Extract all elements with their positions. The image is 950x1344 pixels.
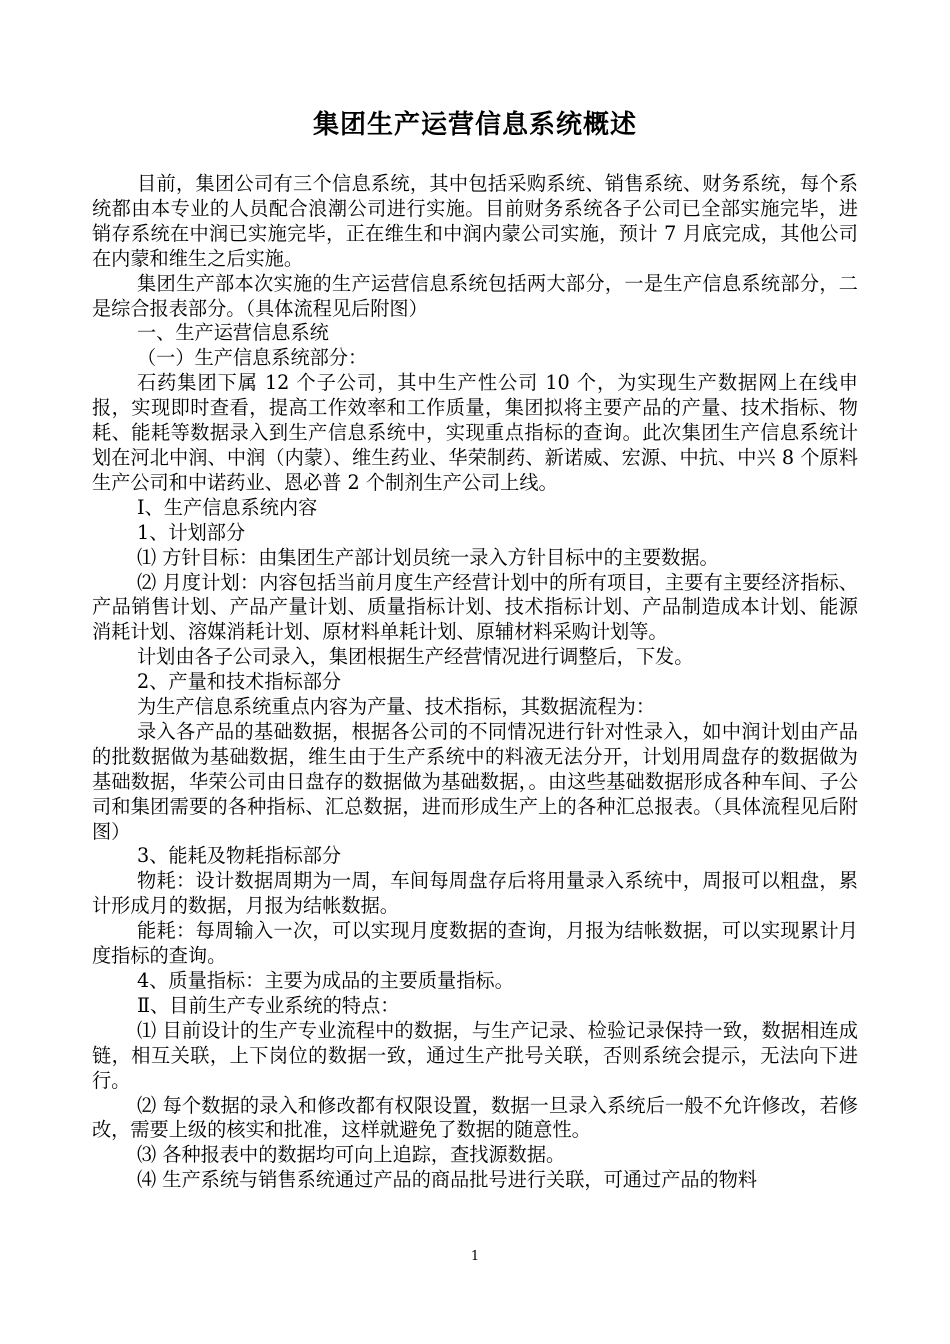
- list-item: ⑵ 每个数据的录入和修改都有权限设置，数据一旦录入系统后一般不允许修改，若修改，需要上级的核实和批准，这样就避免了数据的随意性。: [92, 1093, 858, 1142]
- heading-subsection-1: （一）生产信息系统部分：: [137, 346, 368, 370]
- list-item: ⑴ 目前设计的生产专业流程中的数据，与生产记录、检验记录保持一致，数据相连成链，相互关联，上下岗位的数据一致，通过生产批号关联，否则系统会提示，无法向下进行。: [92, 1018, 858, 1092]
- paragraph-plan-note: 计划由各子公司录入，集团根据生产经营情况进行调整后，下发。: [137, 645, 694, 669]
- heading-consumption: 3、能耗及物耗指标部分: [137, 844, 342, 868]
- heading-plan: 1、计划部分: [137, 520, 246, 544]
- heading-part-1: Ⅰ、生产信息系统内容: [137, 495, 318, 519]
- paragraph-material: 物耗：设计数据周期为一周，车间每周盘存后将用量录入系统中，周报可以粗盘，累计形成月的数据，月报为结帐数据。: [92, 869, 858, 918]
- list-item: ⑶ 各种报表中的数据均可向上追踪，查找源数据。: [137, 1143, 566, 1167]
- paragraph-intro: 目前，集团公司有三个信息系统，其中包括采购系统、销售系统、财务系统，每个系统都由本专业的人员配合浪潮公司进行实施。目前财务系统各子公司已全部实施完毕，进销存系统在中润已实施完毕，正在维生和中润内蒙公司实施，预计 7 月底完成，其他公司在内蒙和维生之后实施。: [92, 172, 858, 270]
- list-item: ⑷ 生产系统与销售系统通过产品的商品批号进行关联，可通过产品的物料: [137, 1168, 758, 1192]
- paragraph-background: 石药集团下属 12 个子公司，其中生产性公司 10 个，为实现生产数据网上在线申报，实现即时查看，提高工作效率和工作质量，集团拟将主要产品的产量、技术指标、物耗、能耗等数据录入到生产信息系统中，实现重点指标的查询。此次集团生产信息系统计划在河北中润、中润（内蒙）、维生药业、华荣制药、新诺威、宏源、中抗、中兴 8 个原料生产公司和中诺药业、恩必普 2 个制剂生产公司上线。: [92, 371, 858, 494]
- heading-quality: 4、质量指标：主要为成品的主要质量指标。: [137, 969, 514, 992]
- paragraph-energy: 能耗：每周输入一次，可以实现月度数据的查询，月报为结帐数据，可以实现累计月度指标的查询。: [92, 919, 858, 968]
- document-body: [92, 172, 858, 1193]
- page-number: 1: [470, 1249, 480, 1264]
- paragraph-scope: 集团生产部本次实施的生产运营信息系统包括两大部分，一是生产信息系统部分，二是综合报表部分。（具体流程见后附图）: [92, 271, 858, 320]
- document-title: 集团生产运营信息系统概述: [312, 110, 637, 140]
- list-item: ⑵ 月度计划：内容包括当前月度生产经营计划中的所有项目，主要有主要经济指标、产品销售计划、产品产量计划、质量指标计划、技术指标计划、产品制造成本计划、能源消耗计划、溶媒消耗计划、原材料单耗计划、原辅材料采购计划等。: [92, 570, 858, 644]
- heading-section-1: 一、生产运营信息系统: [137, 321, 329, 345]
- heading-part-2: Ⅱ、目前生产专业系统的特点：: [137, 993, 400, 1017]
- paragraph-output-intro: 为生产信息系统重点内容为产量、技术指标，其数据流程为：: [137, 695, 656, 719]
- heading-output: 2、产量和技术指标部分: [137, 670, 342, 694]
- list-item: ⑴ 方针目标：由集团生产部计划员统一录入方针目标中的主要数据。: [137, 545, 719, 569]
- paragraph-output-flow: 录入各产品的基础数据，根据各公司的不同情况进行针对性录入，如中润计划由产品的批数据做为基础数据，维生由于生产系统中的料液无法分开，计划用周盘存的数据做为基础数据，华荣公司由日盘存的数据做为基础数据，。由这些基础数据形成各种车间、子公司和集团需要的各种指标、汇总数据，进而形成生产上的各种汇总报表。（具体流程见后附图）: [92, 719, 858, 843]
